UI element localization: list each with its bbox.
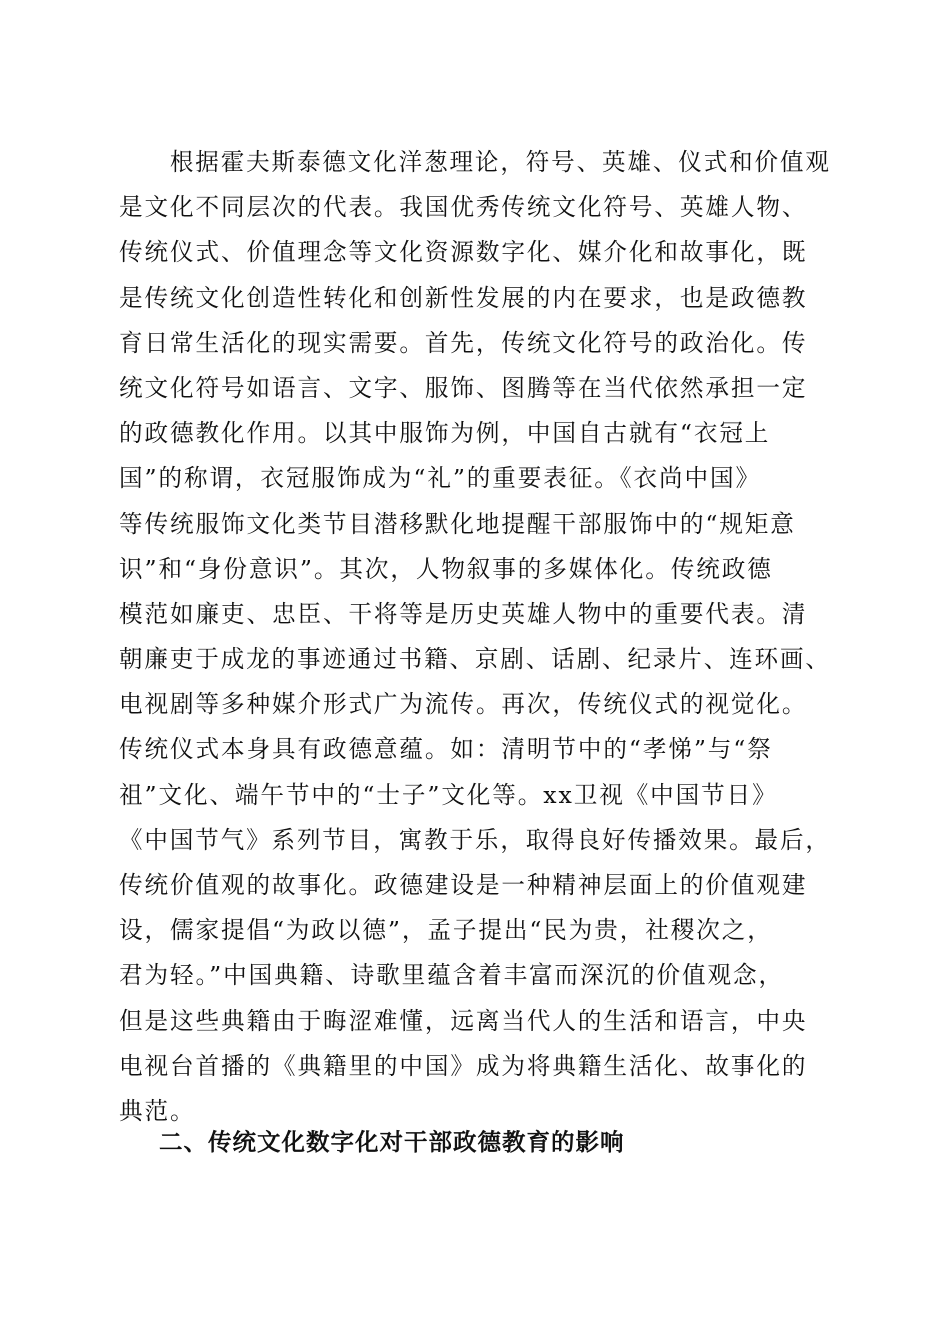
paragraph-line: 是传统文化创造性转化和创新性发展的内在要求，也是政德教 — [119, 283, 808, 312]
paragraph-line: 电视台首播的《典籍里的中国》成为将典籍生活化、故事化的 — [119, 1051, 808, 1080]
paragraph-line: 朝廉吏于成龙的事迹通过书籍、京剧、话剧、纪录片、连环画、 — [119, 645, 831, 674]
paragraph-line: 识”和“身份意识”。其次，人物叙事的多媒体化。传统政德 — [119, 554, 773, 583]
paragraph-line: 传统价值观的故事化。政德建设是一种精神层面上的价值观建 — [119, 871, 808, 899]
paragraph-line: 等传统服饰文化类节目潜移默化地提醒干部服饰中的“规矩意 — [119, 509, 796, 538]
paragraph-line: 的政德教化作用。以其中服饰为例，中国自古就有“衣冠上 — [119, 419, 771, 448]
paragraph-line: 根据霍夫斯泰德文化洋葱理论，符号、英雄、仪式和价值观 — [119, 148, 831, 176]
paragraph-line: 育日常生活化的现实需要。首先，传统文化符号的政治化。传 — [119, 328, 808, 357]
paragraph-line: 典范。 — [119, 1096, 196, 1125]
paragraph-line: 传统仪式本身具有政德意蕴。如：清明节中的“孝悌”与“祭 — [119, 735, 773, 764]
paragraph-line: 设，儒家提倡“为政以德”，孟子提出“民为贵，社稷次之， — [119, 916, 773, 945]
section-heading: 二、传统文化数字化对干部政德教育的影响 — [159, 1128, 625, 1156]
paragraph-line: 但是这些典籍由于晦涩难懂，远离当代人的生活和语言，中央 — [119, 1006, 808, 1035]
paragraph-line: 国”的称谓，衣冠服饰成为“礼”的重要表征。《衣尚中国》 — [119, 464, 761, 493]
body-paragraph — [119, 140, 831, 1134]
paragraph-line: 《中国节气》系列节目，寓教于乐，取得良好传播效果。最后， — [119, 825, 831, 854]
paragraph-line: 模范如廉吏、忠臣、干将等是历史英雄人物中的重要代表。清 — [119, 599, 808, 628]
paragraph-line: 君为轻。”中国典籍、诗歌里蕴含着丰富而深沉的价值观念， — [119, 961, 784, 990]
paragraph-line: 电视剧等多种媒介形式广为流传。再次，传统仪式的视觉化。 — [119, 690, 808, 719]
paragraph-line: 传统仪式、价值理念等文化资源数字化、媒介化和故事化，既 — [119, 238, 808, 267]
paragraph-line: 是文化不同层次的代表。我国优秀传统文化符号、英雄人物、 — [119, 193, 808, 222]
paragraph-line: 祖”文化、端午节中的“士子”文化等。xx卫视《中国节日》 — [119, 780, 778, 809]
paragraph-line: 统文化符号如语言、文字、服饰、图腾等在当代依然承担一定 — [119, 373, 808, 402]
